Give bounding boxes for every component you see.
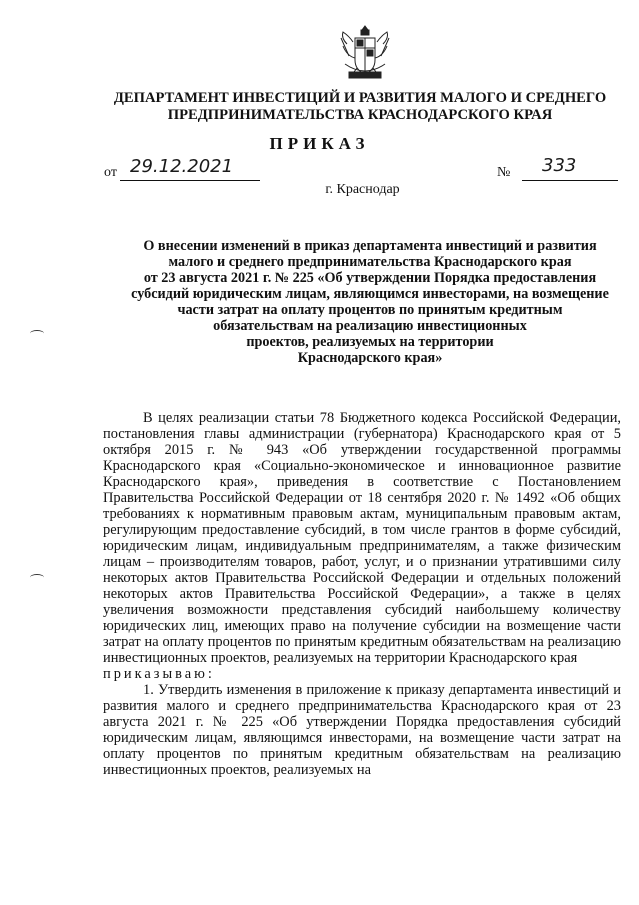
- title-line: проектов, реализуемых на территории: [246, 334, 494, 350]
- department-header: [60, 90, 639, 124]
- scan-edge-mark: [30, 574, 44, 581]
- order-title: [110, 238, 630, 366]
- title-line: от 23 августа 2021 г. № 225 «Об утверждении Порядка предоставления: [143, 270, 597, 286]
- title-line: обязательствам на реализацию инвестиционных: [213, 318, 527, 334]
- clause-1-paragraph: 1. Утвердить изменения в приложение к приказу департамента инвестиций и развития малого и среднего предпринимательства Краснодарского края от 23 августа 2021 г. № 225 «Об утверждении Порядка предоставления субсидий юридическим лицам, являющимся инвесторами, на возмещение части затрат на оплату процентов по принятым кредитным обязательствам на реализацию инвестиционных проектов, реализуемых на: [103, 682, 621, 778]
- handwritten-date: 29.12.2021: [130, 156, 234, 177]
- preamble-paragraph: В целях реализации статьи 78 Бюджетного кодекса Российской Федерации, постановления главы администрации (губернатора) Краснодарского края от 5 октября 2015 г. № 943 «Об утверждении государственной программы Краснодарского края «Социально-экономическое и инновационное развитие Краснодарского края», приведения в соответствие с Постановлением Правительства Российской Федерации от 18 сентября 2020 г. № 1492 «Об общих требованиях к нормативным правовым актам, муниципальным правовым актам, регулирующим предоставление субсидий, в том числе грантов в форме субсидий, юридическим лицам, индивидуальным предпринимателям, а также физическим лицам – производителям товаров, работ, услуг, и о признании утратившими силу некоторых актов Правительства Российской Федерации и отдельных положений некоторых актов Правительства Российской Федерации», а также в целях увеличения возможности представления субсидий наибольшему количеству юридических лиц, имеющих право на получение субсидии на возмещение части затрат на оплату процентов по принятым кредитным обязательствам на реализацию инвестиционных проектов, реализуемых на территории Краснодарского края: [103, 410, 621, 666]
- title-line: Краснодарского края»: [297, 350, 443, 366]
- title-line: субсидий юридическим лицам, являющимся инвесторами, на возмещение: [131, 286, 609, 302]
- date-underline: [120, 180, 260, 181]
- coat-of-arms-emblem: [337, 24, 393, 84]
- title-line: части затрат на оплату процентов по принятым кредитным: [177, 302, 563, 318]
- order-word: приказываю:: [103, 666, 215, 682]
- date-label: от: [104, 165, 117, 180]
- document-type: ПРИКАЗ: [269, 134, 370, 153]
- scan-edge-mark: [30, 330, 44, 337]
- department-name-line1: ДЕПАРТАМЕНТ ИНВЕСТИЦИЙ И РАЗВИТИЯ МАЛОГО И СРЕДНЕГО: [113, 90, 607, 106]
- handwritten-number: 333: [542, 155, 577, 176]
- number-label: №: [497, 165, 511, 180]
- department-name-line2: ПРЕДПРИНИМАТЕЛЬСТВА КРАСНОДАРСКОГО КРАЯ: [167, 107, 553, 123]
- city: г. Краснодар: [325, 182, 400, 197]
- title-line: малого и среднего предпринимательства Краснодарского края: [168, 254, 572, 270]
- title-line: О внесении изменений в приказ департамента инвестиций и развития: [143, 238, 597, 254]
- order-body: [103, 410, 621, 778]
- number-underline: [522, 180, 618, 181]
